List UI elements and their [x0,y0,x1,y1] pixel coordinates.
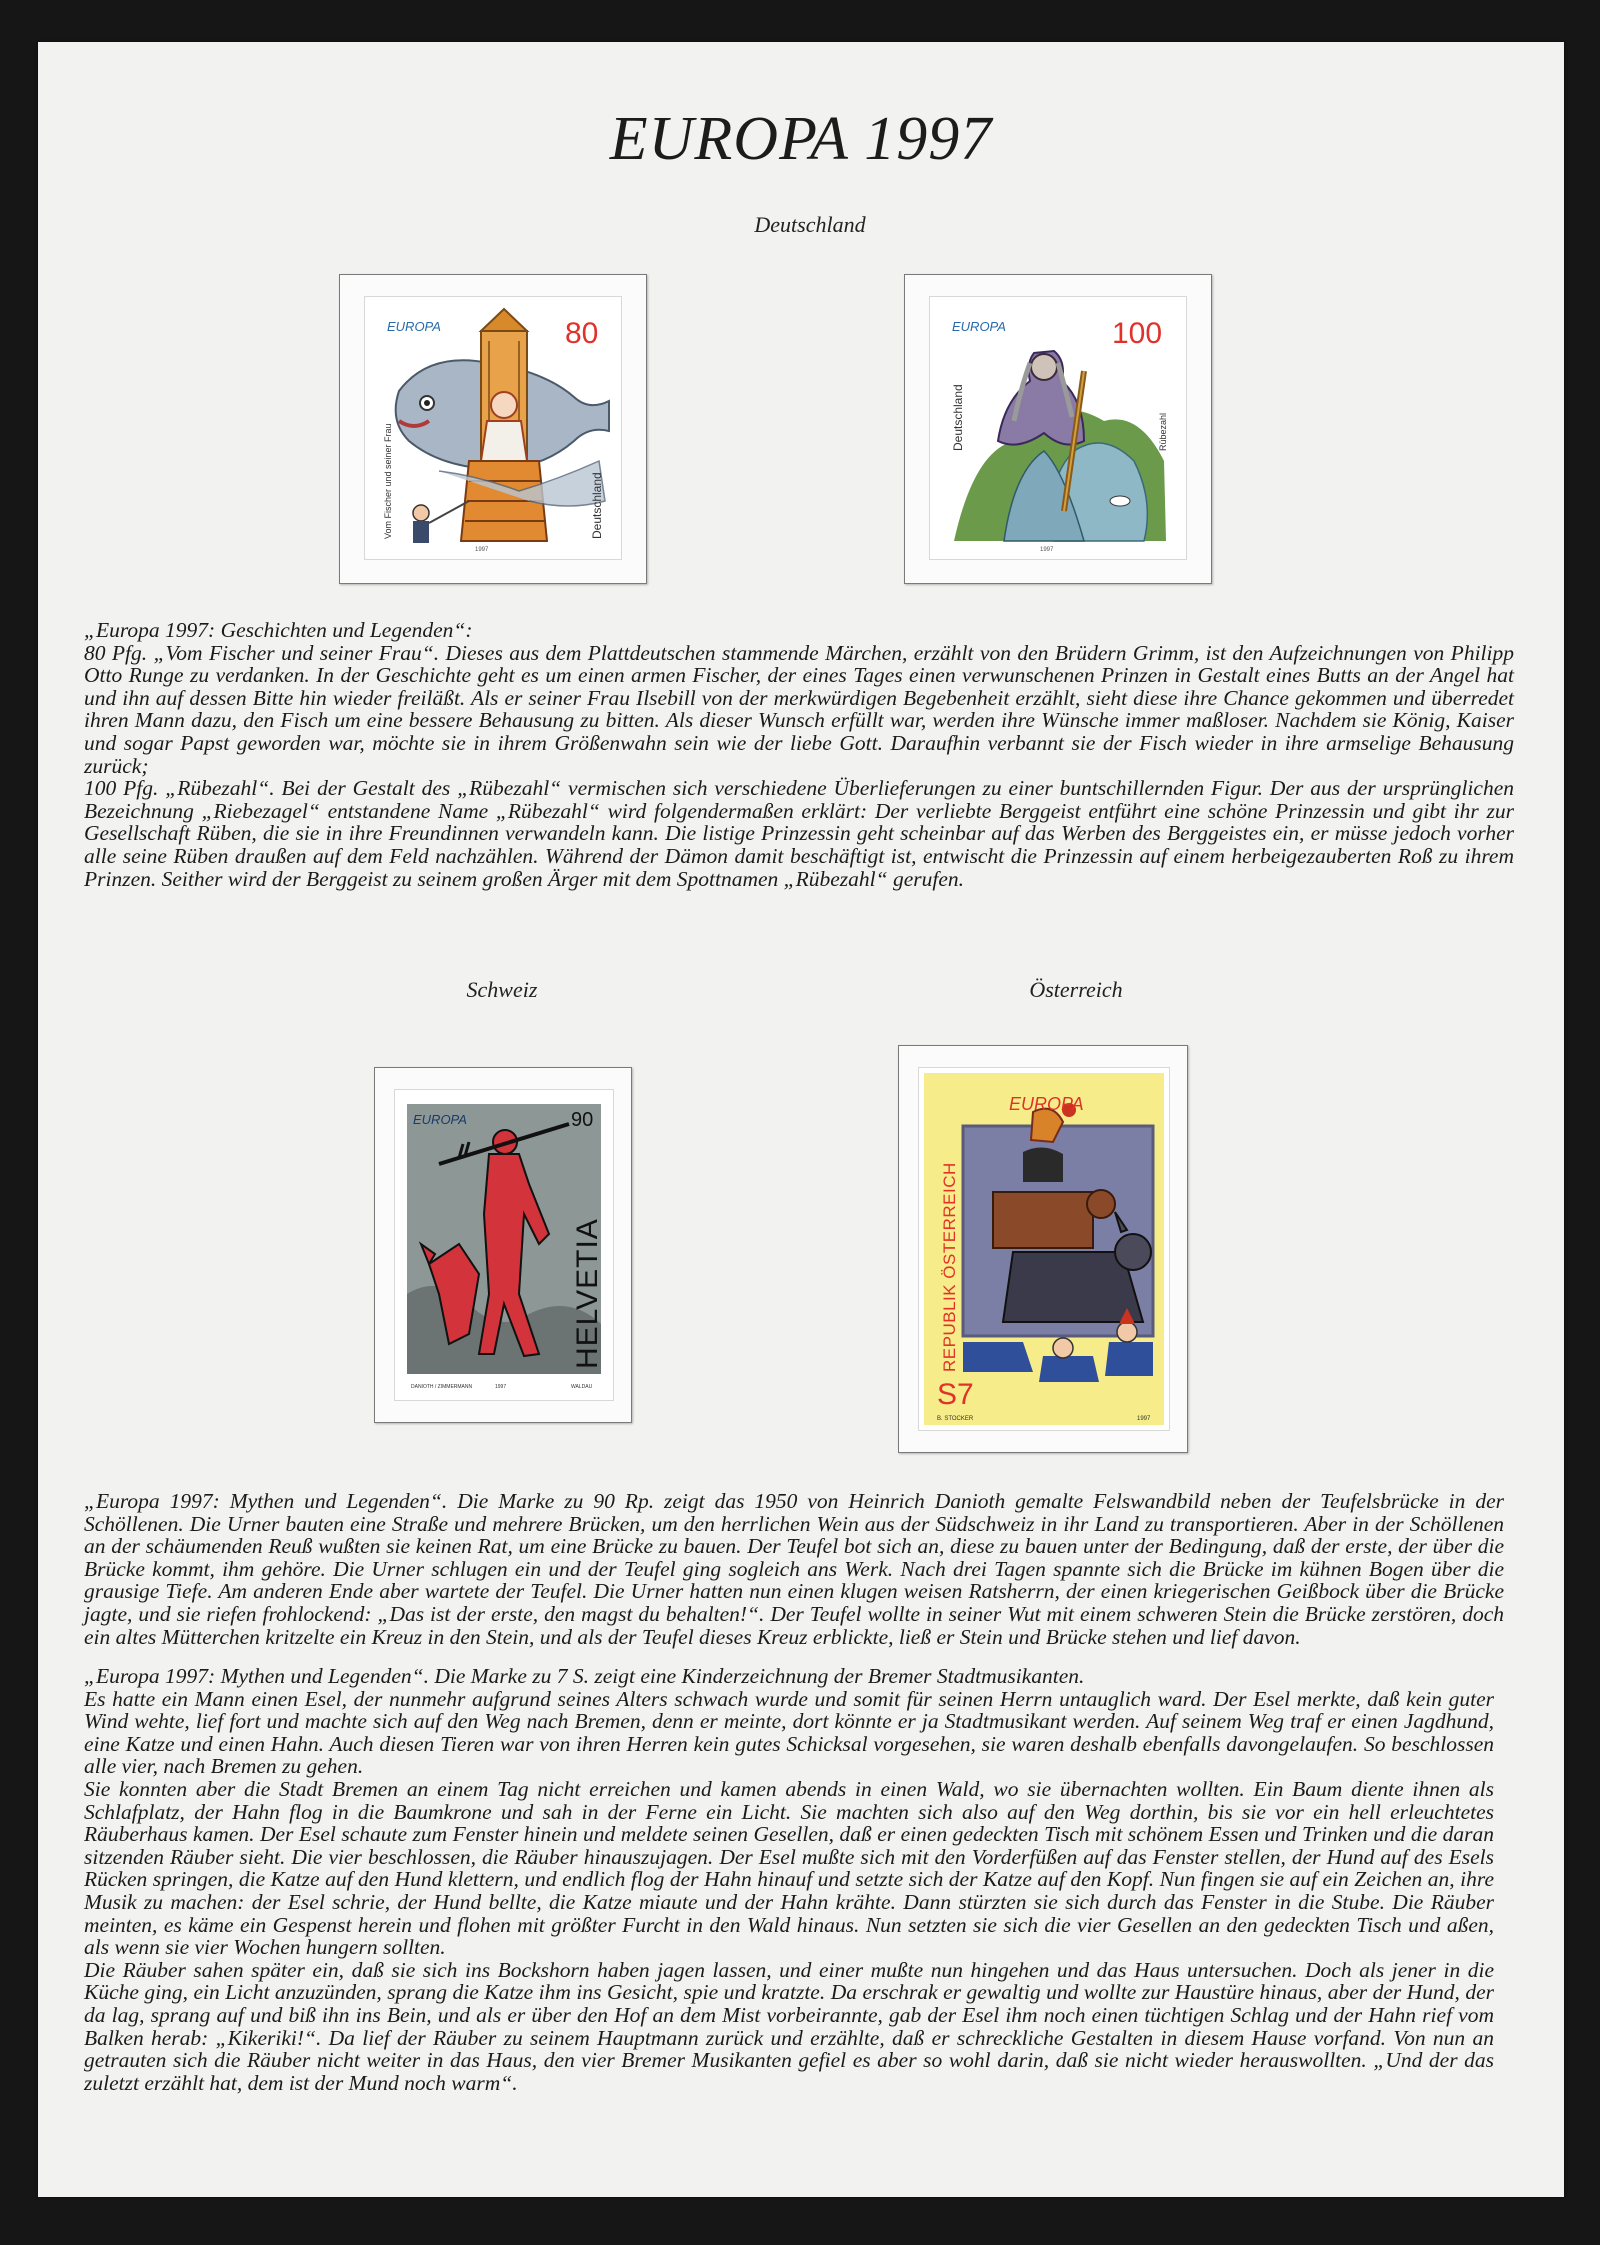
stamp-de100-year: 1997 [1040,547,1054,553]
text-austria-heading: „Europa 1997: Mythen und Legenden“. Die Marke zu 7 S. zeigt eine Kinderzeichnung der Bremer Stadtmusikanten. [84,1664,1085,1688]
stamp-mount-de100 [904,274,1212,584]
stamp-ch90-brand: EUROPA [413,1112,467,1127]
stamp-de80-brand: EUROPA [387,319,441,334]
stamp-de100-side-left: Deutschland [951,384,965,451]
stamp-at7-value: S7 [937,1378,974,1411]
stamp-at7-brand: EUROPA [1009,1094,1084,1114]
stamp-mount-at7 [898,1045,1188,1453]
stamp-de100-brand: EUROPA [952,319,1006,334]
stamp-at7-credit: B. STOCKER [937,1416,974,1422]
text-austria-para-1: Es hatte ein Mann einen Esel, der nunmehr aufgrund seines Alters schwach wurde und somit für seinen Herrn untauglich ward. Der Esel merkte, daß kein guter Wind wehte, lief fort und machte sich auf den Weg nach Bremen, denn er meinte, dort könnte er ja Stadtmusikant werden. Auf seinem Weg traf er einen Jagdhund, eine Katze und einen Hahn. Auch diesen Tieren war von ihren Herren kein gutes Schicksal vorgesehen, sie waren deshalb ebenfalls davongelaufen. So beschlossen alle vier, nach Bremen zu gehen. [84,1686,1494,1779]
stamp-mount-ch90 [374,1067,632,1423]
country-label-germany: Deutschland [754,212,866,237]
stamp-ch90-value: 90 [571,1109,594,1131]
text-austria-para-3: Die Räuber sahen später ein, daß sie sich ins Bockshorn haben jagen lassen, und einer mußte nun hingehen und das Haus untersuchen. Doch als jener in die Küche ging, ein Licht anzuzünden, sprang die Katze ihm ins Gesicht, spie und kratzte. Da erschrak er gewaltig und wollte zur Haustüre hinaus, aber der Hund, der da lag, sprang auf und biß ihn ins Bein, und als er über den Hof an dem Mist vorbeirannte, gab der Esel ihm noch einen tüchtigen Schlag und der Hahn rief vom Balken herab: „Kikeriki!“. Da lief der Räuber zu seinem Hauptmann zurück und erzählte, daß er schreckliche Gestalten in diesem Hause vorfand. Von nun an getrauten sich die Räuber nicht weiter in das Haus, den vier Bremer Musikanten gefiel es aber so wohl darin, daß sie nicht wieder herauswollten. „Und der das zuletzt erzählt hat, dem ist der Mund noch warm“. [84,1957,1494,2095]
stamp-ch90-credit-right: WALDAU [571,1384,593,1390]
text-germany-heading: „Europa 1997: Geschichten und Legenden“: [84,618,473,642]
stamp-ch90-credit-left: DANIOTH / ZIMMERMANN [411,1384,473,1390]
album-page [38,42,1564,2197]
page-title: EUROPA 1997 [609,105,993,173]
stamp-ch90-year: 1997 [495,1384,507,1390]
stamp-de80-side-left: Vom Fischer und seiner Frau [383,423,393,539]
stamp-at7-artwork [923,1072,1165,1426]
stamp-ch90 [395,1090,613,1400]
stamp-at7-country: REPUBLIK ÖSTERREICH [940,1162,959,1372]
text-germany-80: 80 Pfg. „Vom Fischer und seiner Frau“. Dieses aus dem Plattdeutschen stammende Märchen, erzählt von den Brüdern Grimm, ist den Aufzeichnungen von Philipp Otto Runge zu verdanken. In der Geschichte geht es um einen armen Fischer, der eines Tages einen verwunschenen Prinzen in Gestalt eines Butts an der Angel hat und ihn auf dessen Bitte hin wieder freiläßt. Als er seiner Frau Ilsebill von der merkwürdigen Begebenheit erzählt, sieht diese ihre Chance gekommen und überredet ihren Mann dazu, den Fisch um eine bessere Behausung zu bitten. Als dieser Wunsch erfüllt war, werden ihre Wünsche immer maßloser. Nachdem sie König, Kaiser und sogar Papst geworden war, möchte sie in ihrem Größenwahn sein wie der liebe Gott. Daraufhin verbannt sie der Fisch wieder in ihre armselige Behausung zurück; [84,640,1514,778]
text-switzerland [84,1490,1504,1648]
stamp-de100 [930,297,1186,559]
text-germany-100: 100 Pfg. „Rübezahl“. Bei der Gestalt des „Rübezahl“ vermischen sich verschiedene Überlieferungen zu einer buntschillernden Figur. Der aus der ursprünglichen Bezeichnung „Riebezagel“ entstandene Name „Rübezahl“ wird folgendermaßen erklärt: Der verliebte Berggeist entführt eine schöne Prinzessin und gibt ihr zur Gesellschaft Rüben, die sie in ihre Freundinnen verwandeln kann. Die listige Prinzessin geht scheinbar auf das Werben des Berggeistes ein, er müsse jedoch vorher alle seine Rüben draußen auf dem Feld nachzählen. Während der Dämon damit beschäftigt ist, entwischt die Prinzessin auf einem herbeigezauberten Roß zu ihrem Prinzen. Seither wird der Berggeist zu seinem großen Ärger mit dem Spottnamen „Rübezahl“ gerufen. [84,776,1514,891]
stamp-ch90-artwork [399,1094,609,1396]
stamp-at7 [919,1068,1169,1430]
stamp-de100-side-right: Rübezahl [1158,412,1168,451]
stamp-ch90-country: HELVETIA [571,1218,604,1369]
stamp-de100-artwork [934,301,1182,555]
stamp-de80 [365,297,621,559]
stamp-de80-value: 80 [565,317,599,350]
text-germany [84,619,1514,890]
stamp-mount-de80 [339,274,647,584]
text-austria-para-2: Sie konnten aber die Stadt Bremen an einem Tag nicht erreichen und kamen abends in einen Wald, wo sie übernachten wollten. Ein Baum diente ihnen als Schlafplatz, der Hahn flog in die Baumkrone und sah in der Ferne ein Licht. Sie machten sich also auf den Weg dorthin, bis sie vor ein hell erleuchtetes Räuberhaus kamen. Der Esel schaute zum Fenster hinein und meldete seinen Gesellen, daß er einen gedeckten Tisch mit schönem Essen und Trinken und die daran sitzenden Räuber sieht. Die vier beschlossen, die Räuber hinauszujagen. Der Esel mußte sich mit den Vorderfüßen auf das Fenster stellen, der Hund auf des Esels Rücken springen, die Katze auf den Hund klettern, und endlich flog der Hahn hinauf und setzte sich der Katze auf den Kopf. Nun fingen sie auf ein Zeichen an, ihre Musik zu machen: der Esel schrie, der Hund bellte, die Katze miaute und der Hahn krähte. Dann stürzten sie sich durch das Fenster in die Stube. Die Räuber meinten, es käme ein Gespenst herein und flohen mit größter Furcht in den Wald hinaus. Nun setzten sie sich die vier Gesellen an den gedeckten Tisch und aßen, als wenn sie vier Wochen hungern sollten. [84,1776,1494,1960]
stamp-de80-artwork [369,301,617,555]
country-label-austria: Österreich [1029,977,1123,1002]
country-label-switzerland: Schweiz [466,977,538,1002]
text-austria [84,1665,1494,2094]
stamp-at7-year: 1997 [1137,1416,1151,1422]
text-switzerland-body: „Europa 1997: Mythen und Legenden“. Die Marke zu 90 Rp. zeigt das 1950 von Heinrich Danioth gemalte Felswandbild neben der Teufelsbrücke in der Schöllenen. Die Urner bauten eine Straße und mehrere Brücken, um den herrlichen Wein aus der Südschweiz in ihr Land zu transportieren. Aber in der Schöllenen an der schäumenden Reuß wußten sie keinen Rat, um eine Brücke zu bauen. Der Teufel bot sich an, diese zu bauen unter der Bedingung, daß der erste, der über die Brücke kommt, ihm gehöre. Die Urner schlugen ein und der Teufel ging sogleich ans Werk. Nach drei Tagen spannte sich die Brücke im kühnen Bogen über die grausige Tiefe. Am anderen Ende aber wartete der Teufel. Die Urner hatten nun einen klugen weisen Ratsherrn, der einen kriegerischen Geißbock über die Brücke jagte, und sie riefen frohlockend: „Das ist der erste, den magst du behalten!“. Der Teufel wollte in seiner Wut mit einem schweren Stein die Brücke zerstören, doch ein altes Mütterchen kritzelte ein Kreuz in den Stein, und als der Teufel dieses Kreuz erblickte, ließ er Stein und Brücke stehen und lief davon. [84,1489,1504,1649]
stamp-de80-year: 1997 [475,547,489,553]
stamp-de100-value: 100 [1112,317,1163,350]
stamp-de80-side-right: Deutschland [590,472,604,539]
